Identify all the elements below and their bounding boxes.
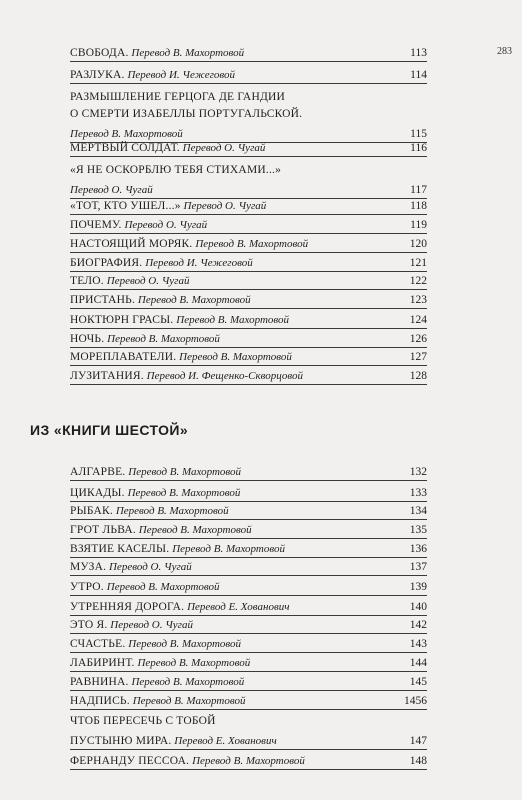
entry-translator: Перевод И. Чежеговой bbox=[145, 257, 253, 269]
toc-entry bbox=[70, 465, 427, 479]
toc-entry bbox=[70, 542, 427, 556]
entry-underline bbox=[70, 690, 427, 691]
entry-translator: Перевод О. Чугай bbox=[110, 619, 193, 631]
entry-title: РАЗЛУКА. bbox=[70, 69, 125, 81]
entry-underline bbox=[70, 633, 427, 634]
entry-title: АЛГАРВЕ. bbox=[70, 466, 126, 478]
entry-translator: Перевод В. Махортовой bbox=[127, 487, 241, 499]
entry-underline bbox=[70, 749, 427, 750]
entry-title: УТРО. bbox=[70, 581, 104, 593]
entry-translator: Перевод В. Махортовой bbox=[128, 638, 242, 650]
entry-page-number: 128 bbox=[409, 370, 427, 382]
entry-underline bbox=[70, 156, 427, 157]
entry-page-number: 119 bbox=[410, 219, 427, 231]
entry-underline bbox=[70, 480, 427, 481]
toc-entry bbox=[70, 504, 427, 518]
entry-translator: Перевод В. Махортовой bbox=[115, 505, 229, 517]
entry-translator: Перевод В. Махортовой bbox=[172, 543, 285, 555]
entry-page-number: 139 bbox=[409, 581, 427, 593]
entry-translator: Перевод О. Чугай bbox=[109, 561, 192, 573]
entry-title: НОЧЬ. bbox=[70, 333, 105, 345]
entry-translator: Перевод Е. Хованович bbox=[174, 735, 277, 747]
entry-title: ПРИСТАНЬ. bbox=[70, 294, 136, 306]
entry-page-number: 148 bbox=[409, 755, 427, 767]
entry-title: РАЗМЫШЛЕНИЕ ГЕРЦОГА ДЕ ГАНДИИ bbox=[70, 91, 286, 103]
entry-title: ЛАБИРИНТ. bbox=[70, 657, 135, 669]
toc-entry bbox=[70, 293, 427, 307]
entry-underline bbox=[70, 709, 427, 710]
toc-entry bbox=[70, 274, 427, 288]
entry-title: ПОЧЕМУ. bbox=[70, 219, 122, 231]
toc-entry bbox=[70, 127, 427, 141]
entry-title: «Я НЕ ОСКОРБЛЮ ТЕБЯ СТИХАМИ...» bbox=[70, 164, 282, 176]
entry-underline bbox=[70, 83, 427, 84]
entry-page-number: 1456 bbox=[404, 695, 427, 707]
entry-translator: Перевод И. Чежеговой bbox=[127, 69, 235, 81]
toc-entry bbox=[70, 90, 427, 104]
entry-translator: Перевод В. Махортовой bbox=[179, 351, 292, 363]
entry-page-number: 117 bbox=[410, 184, 427, 196]
page-number: 283 bbox=[497, 46, 512, 57]
entry-title: НАСТОЯЩИЙ МОРЯК. bbox=[70, 238, 193, 250]
entry-page-number: 127 bbox=[409, 351, 427, 363]
entry-title: СЧАСТЬЕ. bbox=[70, 638, 126, 650]
entry-title: РАВНИНА. bbox=[70, 676, 129, 688]
toc-entry bbox=[70, 694, 427, 708]
entry-title: ГРОТ ЛЬВА. bbox=[70, 524, 136, 536]
entry-underline bbox=[70, 615, 427, 616]
entry-underline bbox=[70, 61, 427, 62]
entry-translator: Перевод О. Чугай bbox=[183, 200, 267, 212]
entry-page-number: 115 bbox=[410, 128, 427, 140]
entry-title: О СМЕРТИ ИЗАБЕЛЛЫ ПОРТУГАЛЬСКОЙ. bbox=[70, 108, 303, 120]
entry-page-number: 121 bbox=[409, 257, 427, 269]
entry-translator: Перевод О. Чугай bbox=[70, 184, 153, 196]
entry-page-number: 113 bbox=[410, 47, 427, 59]
toc-entry bbox=[70, 350, 427, 364]
toc-entry bbox=[70, 183, 427, 197]
toc-entry bbox=[70, 313, 427, 327]
toc-entry bbox=[70, 600, 427, 614]
toc-entry bbox=[70, 754, 427, 768]
entry-translator: Перевод О. Чугай bbox=[124, 219, 208, 231]
entry-page-number: 144 bbox=[409, 657, 427, 669]
entry-page-number: 136 bbox=[409, 543, 427, 555]
entry-title: ЭТО Я. bbox=[70, 619, 108, 631]
entry-page-number: 132 bbox=[409, 466, 427, 478]
entry-translator: Перевод О. Чугай bbox=[106, 275, 190, 287]
entry-underline bbox=[70, 501, 427, 502]
entry-translator: Перевод В. Махортовой bbox=[131, 676, 245, 688]
toc-entry bbox=[70, 369, 427, 383]
entry-translator: Перевод В. Махортовой bbox=[137, 294, 251, 306]
toc-entry bbox=[70, 714, 427, 728]
entry-page-number: 122 bbox=[409, 275, 427, 287]
entry-title: БИОГРАФИЯ. bbox=[70, 257, 143, 269]
entry-page-number: 145 bbox=[409, 676, 427, 688]
entry-translator: Перевод В. Махортовой bbox=[128, 466, 242, 478]
entry-title: НАДПИСЬ. bbox=[70, 695, 130, 707]
entry-title: ФЕРНАНДУ ПЕССОА. bbox=[70, 755, 190, 767]
entry-underline bbox=[70, 214, 427, 215]
toc-entry bbox=[70, 68, 427, 82]
entry-translator: Перевод В. Махортовой bbox=[138, 524, 252, 536]
toc-entry bbox=[70, 618, 427, 632]
toc-entry bbox=[70, 580, 427, 594]
entry-page-number: 133 bbox=[409, 487, 427, 499]
entry-title: МУЗА. bbox=[70, 561, 107, 573]
entry-translator: Перевод В. Махортовой bbox=[176, 314, 290, 326]
entry-page-number: 116 bbox=[410, 142, 427, 154]
entry-underline bbox=[70, 365, 427, 366]
toc-entry bbox=[70, 523, 427, 537]
entry-underline bbox=[70, 769, 427, 770]
entry-underline bbox=[70, 233, 427, 234]
toc-entry bbox=[70, 486, 427, 500]
toc-entry bbox=[70, 637, 427, 651]
entry-underline bbox=[70, 271, 427, 272]
toc-entry bbox=[70, 163, 427, 177]
entry-page-number: 143 bbox=[409, 638, 427, 650]
section-heading: ИЗ «КНИГИ ШЕСТОЙ» bbox=[30, 422, 189, 438]
entry-page-number: 140 bbox=[409, 601, 427, 613]
entry-translator: Перевод В. Махортовой bbox=[192, 755, 305, 767]
entry-title: НОКТЮРН ГРАСЫ. bbox=[70, 314, 174, 326]
entry-translator: Перевод В. Махортовой bbox=[107, 333, 220, 345]
entry-underline bbox=[70, 519, 427, 520]
entry-title: УТРЕННЯЯ ДОРОГА. bbox=[70, 601, 185, 613]
entry-title: ПУСТЫНЮ МИРА. bbox=[70, 735, 172, 747]
entry-title: МЕРТВЫЙ СОЛДАТ. bbox=[70, 142, 180, 154]
entry-title: ЛУЗИТАНИЯ. bbox=[70, 370, 144, 382]
toc-entry bbox=[70, 141, 427, 155]
entry-page-number: 118 bbox=[410, 200, 427, 212]
entry-translator: Перевод О. Чугай bbox=[182, 142, 266, 154]
entry-underline bbox=[70, 652, 427, 653]
entry-page-number: 114 bbox=[410, 69, 427, 81]
entry-translator: Перевод В. Махортовой bbox=[137, 657, 251, 669]
entry-underline bbox=[70, 308, 427, 309]
entry-translator: Перевод И. Фещенко-Скворцовой bbox=[146, 370, 304, 382]
entry-underline bbox=[70, 671, 427, 672]
entry-title: ЦИКАДЫ. bbox=[70, 487, 125, 499]
entry-page-number: 135 bbox=[409, 524, 427, 536]
toc-entry bbox=[70, 237, 427, 251]
entry-underline bbox=[70, 289, 427, 290]
entry-title: МОРЕПЛАВАТЕЛИ. bbox=[70, 351, 177, 363]
toc-entry bbox=[70, 332, 427, 346]
entry-title: ЧТОБ ПЕРЕСЕЧЬ С ТОБОЙ bbox=[70, 715, 216, 727]
entry-page-number: 142 bbox=[409, 619, 427, 631]
entry-page-number: 137 bbox=[409, 561, 427, 573]
toc-entry bbox=[70, 256, 427, 270]
entry-title: ТЕЛО. bbox=[70, 275, 104, 287]
toc-entry bbox=[70, 675, 427, 689]
entry-translator: Перевод В. Махортовой bbox=[195, 238, 309, 250]
toc-entry bbox=[70, 734, 427, 748]
entry-underline bbox=[70, 252, 427, 253]
entry-translator: Перевод В. Махортовой bbox=[132, 695, 246, 707]
entry-underline bbox=[70, 557, 427, 558]
toc-entry bbox=[70, 560, 427, 574]
entry-translator: Перевод Е. Хованович bbox=[187, 601, 290, 613]
entry-translator: Перевод В. Махортовой bbox=[131, 47, 245, 59]
entry-page-number: 124 bbox=[409, 314, 427, 326]
entry-page-number: 147 bbox=[409, 735, 427, 747]
toc-entry bbox=[70, 218, 427, 232]
entry-page-number: 126 bbox=[409, 333, 427, 345]
entry-underline bbox=[70, 595, 427, 596]
entry-title: ВЗЯТИЕ КАСЕЛЫ. bbox=[70, 543, 170, 555]
entry-page-number: 120 bbox=[409, 238, 427, 250]
toc-entry bbox=[70, 46, 427, 60]
entry-underline bbox=[70, 538, 427, 539]
toc-entry bbox=[70, 107, 427, 121]
entry-title: РЫБАК. bbox=[70, 505, 113, 517]
entry-page-number: 134 bbox=[409, 505, 427, 517]
entry-underline bbox=[70, 575, 427, 576]
toc-entry bbox=[70, 656, 427, 670]
entry-title: «ТОТ, КТО УШЕЛ...» bbox=[70, 200, 181, 212]
entry-underline bbox=[70, 328, 427, 329]
entry-translator: Перевод В. Махортовой bbox=[70, 128, 183, 140]
entry-translator: Перевод В. Махортовой bbox=[106, 581, 220, 593]
entry-page-number: 123 bbox=[409, 294, 427, 306]
toc-entry bbox=[70, 199, 427, 213]
entry-title: СВОБОДА. bbox=[70, 47, 129, 59]
entry-underline bbox=[70, 384, 427, 385]
entry-underline bbox=[70, 347, 427, 348]
